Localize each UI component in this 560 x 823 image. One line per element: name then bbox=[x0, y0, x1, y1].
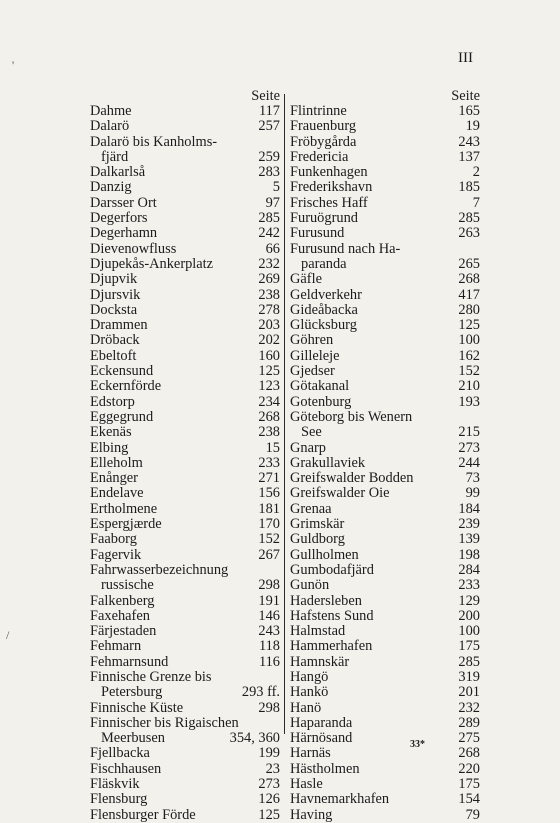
entry-name: Djupekås-Ankerplatz bbox=[90, 256, 214, 272]
index-entry bbox=[290, 257, 480, 272]
index-entry bbox=[290, 639, 480, 654]
index-entry bbox=[90, 150, 280, 165]
entry-page: 268 bbox=[458, 745, 480, 762]
index-entry bbox=[90, 655, 280, 670]
entry-name: Danzig bbox=[90, 180, 132, 196]
entry-name: Götakanal bbox=[290, 379, 350, 395]
index-entry bbox=[90, 242, 280, 257]
entry-page: 2 bbox=[472, 164, 480, 181]
index-entry bbox=[290, 242, 480, 257]
index-entry bbox=[90, 165, 280, 180]
entry-name: Darsser Ort bbox=[90, 195, 157, 211]
entry-page: 152 bbox=[258, 531, 280, 548]
index-entry bbox=[290, 349, 480, 364]
entry-name: Gäfle bbox=[290, 272, 322, 288]
index-entry bbox=[290, 395, 480, 410]
index-entry bbox=[290, 792, 480, 807]
entry-page: 233 bbox=[458, 577, 480, 594]
index-entry bbox=[290, 808, 480, 823]
index-entry bbox=[290, 425, 480, 440]
entry-page: 100 bbox=[458, 332, 480, 349]
entry-page: 100 bbox=[458, 623, 480, 640]
entry-page: 243 bbox=[258, 623, 280, 640]
entry-page: 259 bbox=[258, 148, 280, 165]
entry-page: 244 bbox=[458, 454, 480, 471]
entry-name: Hafstens Sund bbox=[290, 608, 374, 624]
entry-page: 280 bbox=[458, 301, 480, 318]
entry-name: Having bbox=[290, 807, 333, 823]
entry-page: 129 bbox=[458, 592, 480, 609]
entry-page: 210 bbox=[458, 378, 480, 395]
entry-name: Gnarp bbox=[290, 440, 326, 456]
entry-name: Faxehafen bbox=[90, 608, 150, 624]
entry-page: 238 bbox=[258, 424, 280, 441]
index-entry bbox=[290, 746, 480, 761]
index-entry bbox=[290, 226, 480, 241]
index-entry bbox=[290, 150, 480, 165]
entry-page: 283 bbox=[258, 164, 280, 181]
index-entry bbox=[290, 486, 480, 501]
entry-name: Fredericia bbox=[290, 149, 349, 165]
entry-page: 5 bbox=[272, 179, 280, 196]
column-header-left: Seite bbox=[251, 88, 280, 104]
index-entry bbox=[290, 548, 480, 563]
index-entry bbox=[290, 578, 480, 593]
index-entry bbox=[90, 486, 280, 501]
entry-page: 298 bbox=[258, 577, 280, 594]
index-entry bbox=[290, 364, 480, 379]
entry-name: Gullholmen bbox=[290, 547, 359, 563]
entry-name: Dalkarlså bbox=[90, 165, 146, 181]
entry-name: Djupvik bbox=[90, 272, 138, 288]
index-entry bbox=[90, 731, 280, 746]
entry-page: 285 bbox=[458, 210, 480, 227]
index-entry bbox=[90, 441, 280, 456]
entry-name: Gumbodafjärd bbox=[290, 562, 374, 578]
entry-name: Furusund bbox=[290, 226, 345, 242]
index-entry bbox=[290, 624, 480, 639]
index-entry bbox=[90, 180, 280, 195]
entry-page: 203 bbox=[258, 317, 280, 334]
entry-page: 220 bbox=[458, 760, 480, 777]
entry-name: Hammerhafen bbox=[290, 639, 373, 655]
entry-page: 66 bbox=[265, 240, 280, 257]
entry-name: Greifswalder Bodden bbox=[290, 471, 414, 487]
page-number: III bbox=[458, 50, 473, 66]
entry-name: Degerhamn bbox=[90, 226, 158, 242]
index-entry bbox=[90, 578, 280, 593]
entry-page: 123 bbox=[258, 378, 280, 395]
entry-page: 117 bbox=[258, 103, 280, 119]
index-entry bbox=[290, 318, 480, 333]
entry-page: 265 bbox=[458, 255, 480, 272]
index-entry bbox=[90, 135, 280, 150]
entry-name: Härnösand bbox=[290, 731, 353, 747]
entry-name: Hanö bbox=[290, 700, 322, 716]
index-entry bbox=[90, 808, 280, 823]
entry-page: 200 bbox=[458, 607, 480, 624]
entry-name: Fjellbacka bbox=[90, 746, 150, 762]
entry-page: 268 bbox=[258, 408, 280, 425]
entry-name: Fehmarn bbox=[90, 639, 142, 655]
entry-page: 181 bbox=[258, 500, 280, 517]
entry-page: 233 bbox=[258, 454, 280, 471]
entry-name: Ekenäs bbox=[90, 425, 132, 441]
index-entry bbox=[290, 211, 480, 226]
entry-name: Färjestaden bbox=[90, 624, 157, 640]
entry-name: Hadersleben bbox=[290, 593, 362, 609]
entry-name: Funkenhagen bbox=[290, 165, 368, 181]
entry-name: Gotenburg bbox=[290, 394, 352, 410]
index-entry bbox=[90, 532, 280, 547]
entry-page: 298 bbox=[258, 699, 280, 716]
entry-name: Grenaa bbox=[290, 501, 332, 517]
index-entry bbox=[290, 655, 480, 670]
entry-name: Greifswalder Oie bbox=[290, 486, 390, 502]
entry-name: Finnischer bis Rigaischen bbox=[90, 715, 239, 731]
index-entry bbox=[290, 594, 480, 609]
entry-name: Djursvik bbox=[90, 287, 141, 303]
index-entry bbox=[290, 731, 480, 746]
index-entry bbox=[90, 257, 280, 272]
index-entry bbox=[90, 716, 280, 731]
index-entry bbox=[90, 288, 280, 303]
index-entry bbox=[90, 594, 280, 609]
entry-page: 125 bbox=[458, 317, 480, 334]
index-entry bbox=[290, 456, 480, 471]
entry-name: russische bbox=[101, 578, 154, 594]
entry-page: 285 bbox=[458, 653, 480, 670]
index-entry bbox=[290, 517, 480, 532]
entry-name: Meerbusen bbox=[101, 731, 165, 747]
entry-page: 199 bbox=[258, 745, 280, 762]
entry-name: Ebeltoft bbox=[90, 348, 137, 364]
index-column-left bbox=[90, 88, 280, 823]
entry-page: 278 bbox=[258, 301, 280, 318]
index-entry bbox=[290, 303, 480, 318]
index-entry bbox=[90, 471, 280, 486]
entry-name: Hankö bbox=[290, 685, 329, 701]
index-entry bbox=[290, 471, 480, 486]
entry-name: paranda bbox=[301, 256, 347, 272]
entry-page: 116 bbox=[258, 653, 280, 670]
column-header-right: Seite bbox=[451, 88, 480, 104]
entry-name: Flintrinne bbox=[290, 104, 347, 119]
index-entry bbox=[290, 135, 480, 150]
entry-name: Dahme bbox=[90, 104, 132, 119]
entry-page: 289 bbox=[458, 714, 480, 731]
entry-page: 268 bbox=[458, 271, 480, 288]
entry-name: Eckensund bbox=[90, 364, 154, 380]
entry-name: Furuögrund bbox=[290, 211, 358, 227]
entry-page: 275 bbox=[458, 730, 480, 747]
entry-page: 354, 360 bbox=[229, 730, 280, 747]
entry-name: Flensburger Förde bbox=[90, 807, 196, 823]
margin-mark: / bbox=[6, 628, 10, 642]
entry-name: Dröback bbox=[90, 333, 140, 349]
index-entry bbox=[290, 563, 480, 578]
index-entry bbox=[90, 670, 280, 685]
entry-page: 118 bbox=[258, 638, 280, 655]
index-entry bbox=[90, 548, 280, 563]
entry-page: 73 bbox=[465, 470, 480, 487]
entry-page: 202 bbox=[258, 332, 280, 349]
entry-name: Endelave bbox=[90, 486, 144, 502]
entry-page: 191 bbox=[258, 592, 280, 609]
entry-page: 175 bbox=[458, 776, 480, 793]
entry-page: 271 bbox=[258, 470, 280, 487]
index-entry bbox=[90, 318, 280, 333]
entry-page: 125 bbox=[258, 363, 280, 380]
entry-name: Faaborg bbox=[90, 532, 137, 548]
index-column-right bbox=[290, 88, 480, 823]
entry-page: 293 ff. bbox=[241, 684, 280, 701]
entry-page: 79 bbox=[465, 806, 480, 823]
entry-name: Furusund nach Ha- bbox=[290, 241, 401, 257]
entry-name: Petersburg bbox=[101, 685, 163, 701]
entry-page: 146 bbox=[258, 607, 280, 624]
entry-name: Elbing bbox=[90, 440, 129, 456]
index-entry bbox=[90, 333, 280, 348]
entry-name: Ertholmene bbox=[90, 501, 158, 517]
entry-page: 232 bbox=[258, 255, 280, 272]
entry-name: Flensburg bbox=[90, 792, 148, 808]
entry-name: Gunön bbox=[290, 578, 330, 594]
entry-page: 126 bbox=[258, 791, 280, 808]
index-entry bbox=[90, 609, 280, 624]
entry-page: 239 bbox=[458, 516, 480, 533]
index-entry bbox=[290, 410, 480, 425]
entry-page: 7 bbox=[472, 194, 480, 211]
entry-name: Edstorp bbox=[90, 394, 135, 410]
index-entry bbox=[90, 410, 280, 425]
index-entry bbox=[290, 272, 480, 287]
entry-page: 156 bbox=[258, 485, 280, 502]
entry-page: 185 bbox=[458, 179, 480, 196]
index-entry bbox=[290, 716, 480, 731]
entry-page: 215 bbox=[458, 424, 480, 441]
entry-page: 234 bbox=[258, 393, 280, 410]
entry-page: 99 bbox=[465, 485, 480, 502]
index-entry bbox=[90, 639, 280, 654]
entry-name: Haparanda bbox=[290, 715, 353, 731]
signature-mark: 33* bbox=[410, 739, 425, 750]
index-entry bbox=[90, 456, 280, 471]
entry-name: Espergjærde bbox=[90, 517, 162, 533]
index-entry bbox=[90, 746, 280, 761]
entry-name: Finnische Grenze bis bbox=[90, 669, 212, 685]
index-entry bbox=[290, 165, 480, 180]
index-entry bbox=[90, 517, 280, 532]
entry-name: Dievenowfluss bbox=[90, 241, 177, 257]
index-entry bbox=[90, 624, 280, 639]
entry-name: Halmstad bbox=[290, 624, 346, 640]
index-entry bbox=[290, 441, 480, 456]
entry-name: Fischhausen bbox=[90, 761, 162, 777]
entry-name: Hasle bbox=[290, 777, 323, 793]
entry-name: Frauenburg bbox=[290, 119, 357, 135]
index-entry bbox=[90, 502, 280, 517]
entry-name: Frisches Haff bbox=[290, 195, 368, 211]
entry-name: Drammen bbox=[90, 318, 148, 334]
entry-page: 285 bbox=[258, 210, 280, 227]
entry-page: 238 bbox=[258, 286, 280, 303]
index-entry bbox=[290, 609, 480, 624]
index-entry bbox=[290, 502, 480, 517]
entry-page: 162 bbox=[458, 347, 480, 364]
entry-name: Hangö bbox=[290, 669, 329, 685]
entry-name: Degerfors bbox=[90, 211, 148, 227]
index-entry bbox=[90, 364, 280, 379]
entry-page: 257 bbox=[258, 118, 280, 135]
entry-name: Fagervik bbox=[90, 547, 142, 563]
index-entry bbox=[290, 685, 480, 700]
entry-page: 184 bbox=[458, 500, 480, 517]
entry-name: Gilleleje bbox=[290, 348, 340, 364]
entry-name: Göteborg bis Wenern bbox=[290, 409, 413, 425]
entry-page: 152 bbox=[458, 363, 480, 380]
entry-page: 23 bbox=[265, 760, 280, 777]
index-entry bbox=[90, 119, 280, 134]
index-entry bbox=[90, 777, 280, 792]
index-entry bbox=[90, 196, 280, 211]
index-entry bbox=[90, 379, 280, 394]
index-entry bbox=[90, 303, 280, 318]
index-entry bbox=[90, 211, 280, 226]
entry-name: Grimskär bbox=[290, 517, 345, 533]
entry-page: 242 bbox=[258, 225, 280, 242]
entry-page: 267 bbox=[258, 546, 280, 563]
entry-page: 170 bbox=[258, 516, 280, 533]
entry-name: Dockstа bbox=[90, 302, 138, 318]
entry-page: 201 bbox=[458, 684, 480, 701]
entry-page: 19 bbox=[465, 118, 480, 135]
entry-name: Harnäs bbox=[290, 746, 331, 762]
entry-page: 273 bbox=[258, 776, 280, 793]
entry-page: 273 bbox=[458, 439, 480, 456]
index-entry bbox=[90, 792, 280, 807]
entry-page: 417 bbox=[458, 286, 480, 303]
index-entry bbox=[90, 395, 280, 410]
entry-name: Grakullaviek bbox=[290, 455, 366, 471]
index-entry bbox=[290, 532, 480, 547]
index-entry bbox=[290, 119, 480, 134]
entry-name: Geldverkehr bbox=[290, 287, 362, 303]
entry-name: Fröbygårda bbox=[290, 134, 357, 150]
index-entry bbox=[290, 180, 480, 195]
entry-name: Gideåbacka bbox=[290, 302, 358, 318]
entry-name: Hästholmen bbox=[290, 761, 360, 777]
index-entry bbox=[290, 333, 480, 348]
entry-page: 165 bbox=[458, 103, 480, 119]
entry-name: Fläskvik bbox=[90, 777, 140, 793]
index-entry bbox=[90, 762, 280, 777]
entry-page: 160 bbox=[258, 347, 280, 364]
entry-page: 125 bbox=[258, 806, 280, 823]
entry-name: Glücksburg bbox=[290, 318, 357, 334]
margin-mark: ' bbox=[12, 58, 15, 72]
entry-name: Falkenberg bbox=[90, 593, 155, 609]
index-entry bbox=[90, 226, 280, 241]
entry-name: Dalarö bbox=[90, 119, 130, 135]
entry-name: Havnemarkhafen bbox=[290, 792, 390, 808]
entry-page: 243 bbox=[458, 133, 480, 150]
entry-page: 319 bbox=[458, 668, 480, 685]
index-entry bbox=[290, 777, 480, 792]
entry-page: 154 bbox=[458, 791, 480, 808]
entry-page: 198 bbox=[458, 546, 480, 563]
index-entry bbox=[290, 762, 480, 777]
entry-page: 15 bbox=[265, 439, 280, 456]
index-entry bbox=[90, 272, 280, 287]
entry-name: Hamnskär bbox=[290, 654, 350, 670]
entry-name: Dalarö bis Kanholms- bbox=[90, 134, 218, 150]
entry-page: 97 bbox=[265, 194, 280, 211]
entry-page: 139 bbox=[458, 531, 480, 548]
index-entry bbox=[290, 104, 480, 119]
entry-name: Gjedser bbox=[290, 364, 335, 380]
entry-name: See bbox=[301, 425, 322, 441]
entry-name: Frederikshavn bbox=[290, 180, 373, 196]
entry-name: Fehmarnsund bbox=[90, 654, 169, 670]
index-entry bbox=[290, 670, 480, 685]
entry-page: 193 bbox=[458, 393, 480, 410]
entry-name: Göhren bbox=[290, 333, 334, 349]
entry-name: Guldborg bbox=[290, 532, 345, 548]
index-entry bbox=[90, 349, 280, 364]
index-entry bbox=[90, 425, 280, 440]
entry-page: 232 bbox=[458, 699, 480, 716]
entry-name: Finnische Küste bbox=[90, 700, 184, 716]
index-entry bbox=[90, 701, 280, 716]
index-entry bbox=[90, 104, 280, 119]
entry-page: 137 bbox=[458, 148, 480, 165]
entry-page: 263 bbox=[458, 225, 480, 242]
entry-name: Fahrwasserbezeichnung bbox=[90, 562, 229, 578]
index-entry bbox=[290, 288, 480, 303]
entry-name: Eggegrund bbox=[90, 409, 154, 425]
entry-name: fjärd bbox=[101, 149, 129, 165]
entry-page: 269 bbox=[258, 271, 280, 288]
entry-name: Eckernförde bbox=[90, 379, 162, 395]
entry-name: Enånger bbox=[90, 471, 138, 487]
index-entry bbox=[90, 685, 280, 700]
column-divider bbox=[284, 94, 285, 734]
entry-page: 284 bbox=[458, 561, 480, 578]
index-entry bbox=[290, 701, 480, 716]
index-entry bbox=[290, 379, 480, 394]
index-entry bbox=[90, 563, 280, 578]
entry-name: Elleholm bbox=[90, 455, 143, 471]
entry-page: 175 bbox=[458, 638, 480, 655]
index-entry bbox=[290, 196, 480, 211]
